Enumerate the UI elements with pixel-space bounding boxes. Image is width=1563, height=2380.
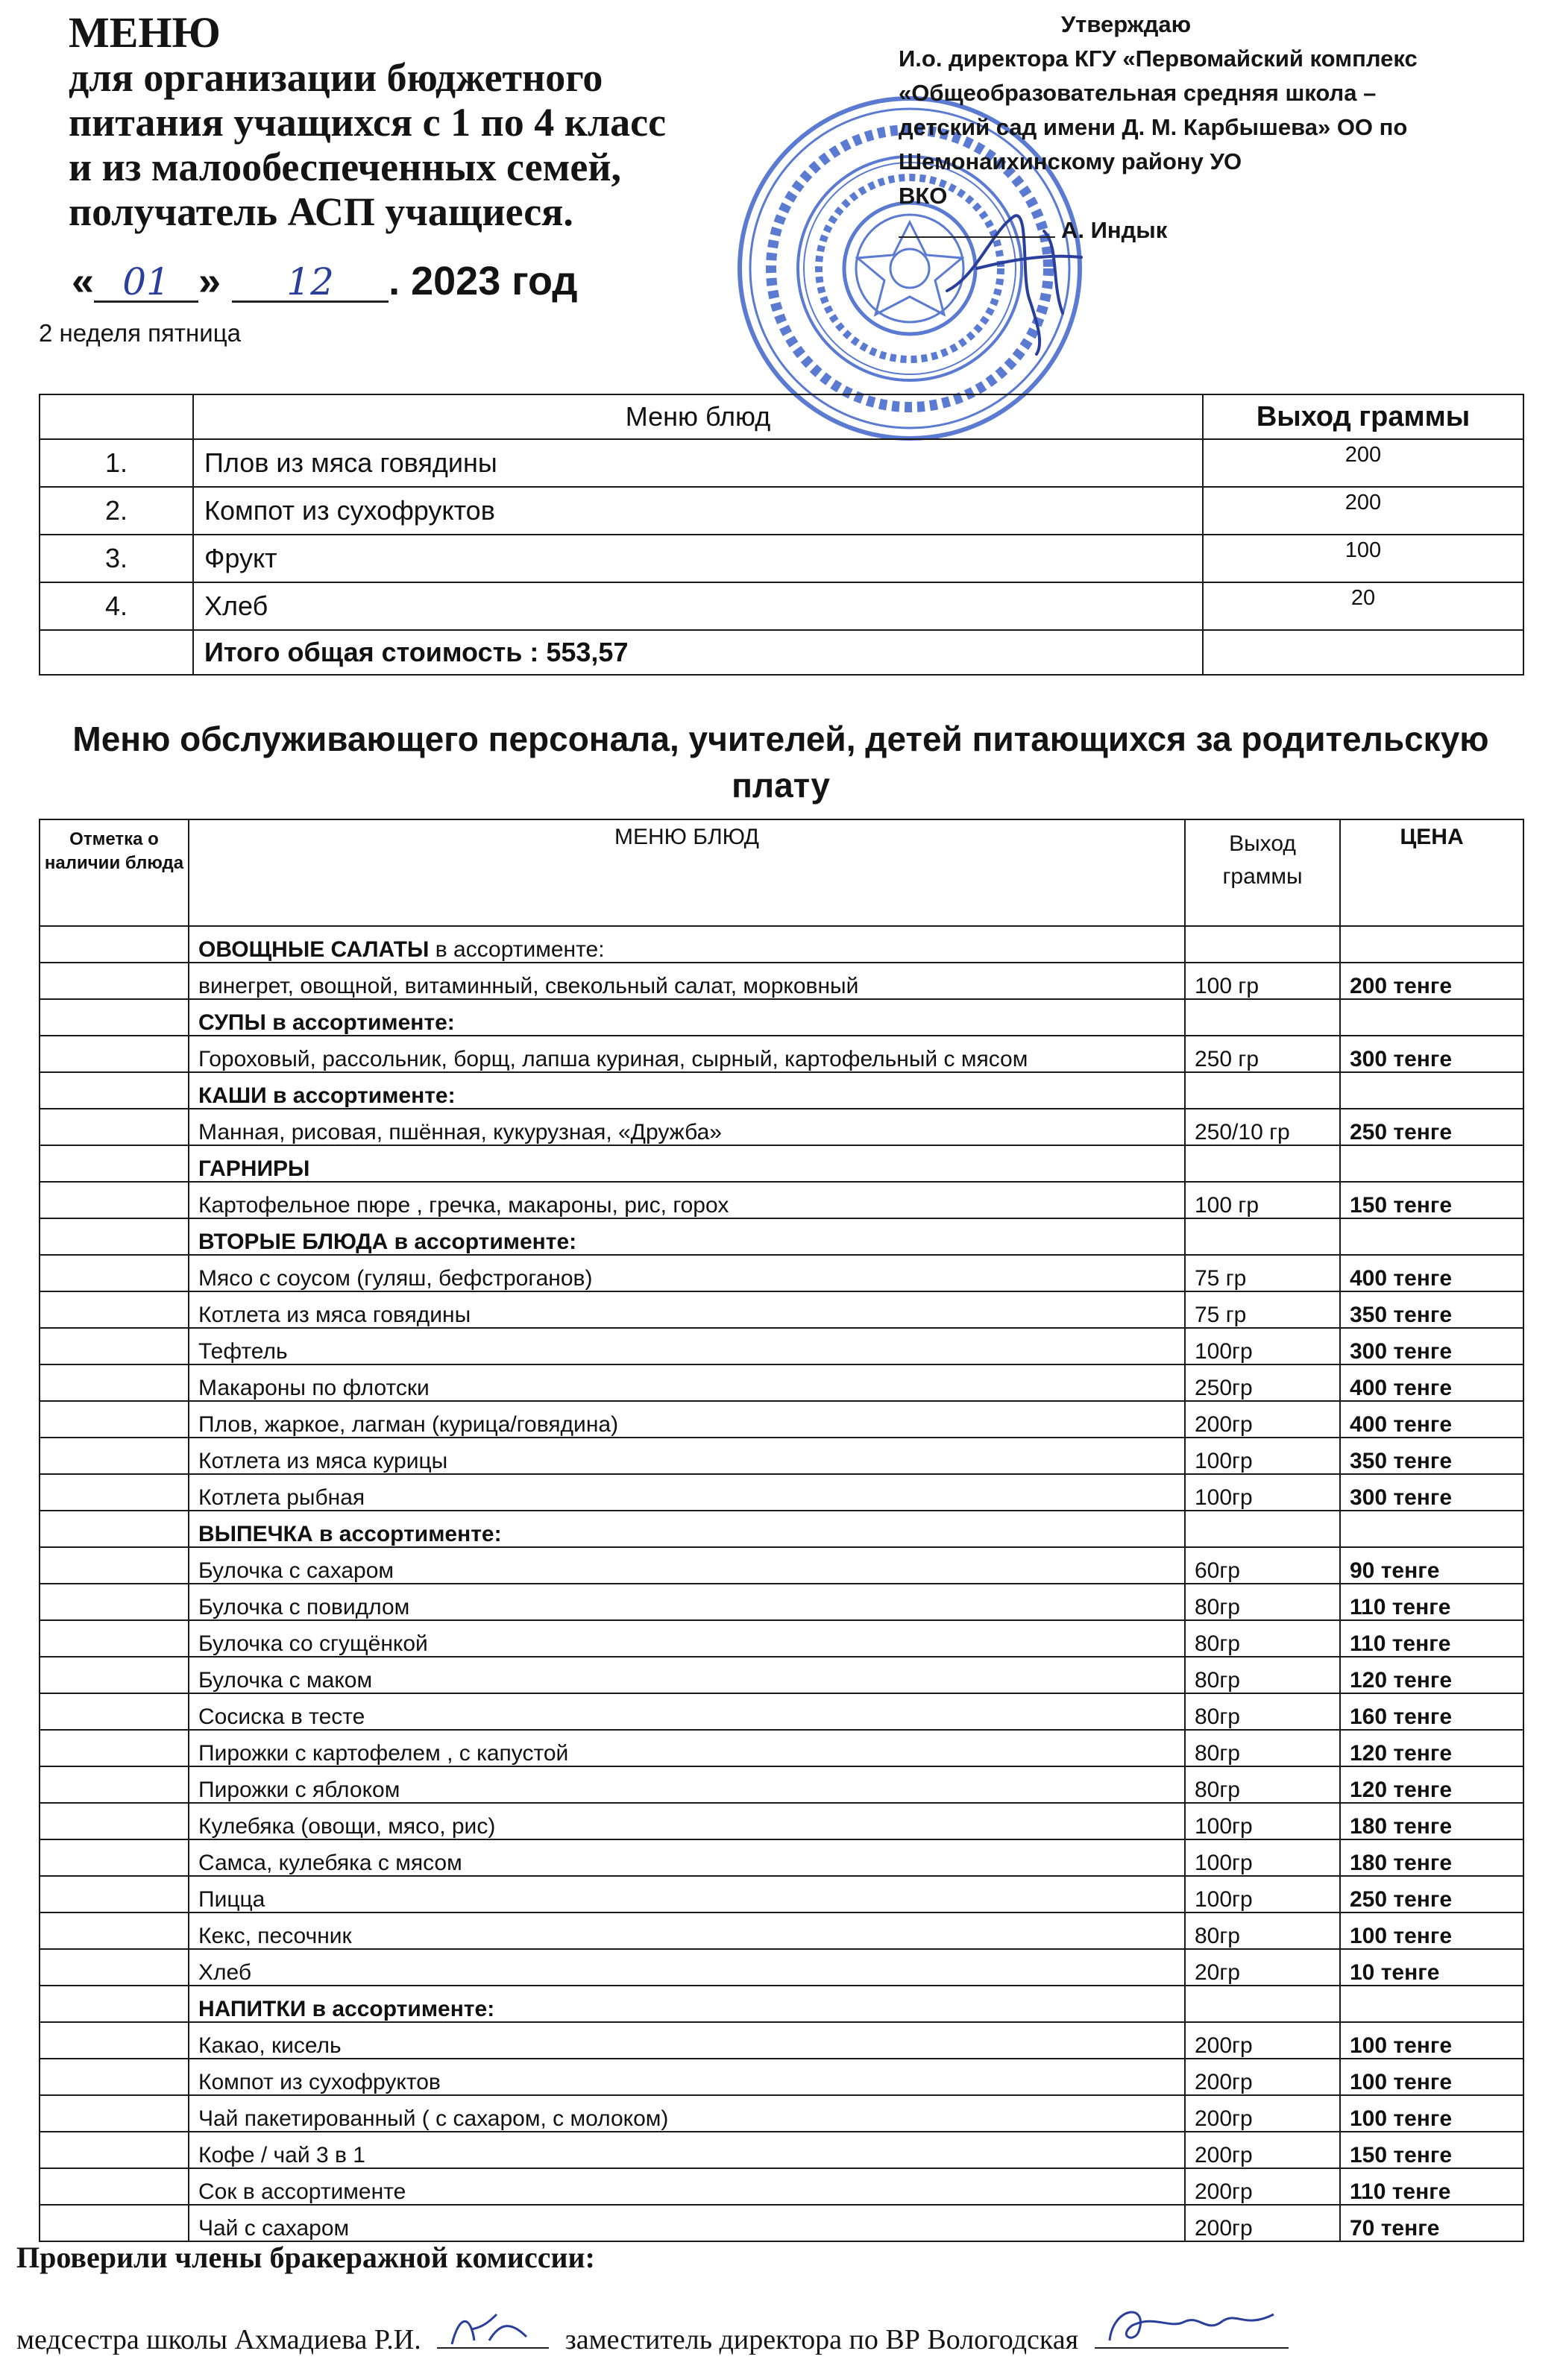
category-row xyxy=(40,1145,1523,1182)
approval-line: «Общеобразовательная средняя школа – xyxy=(899,80,1377,106)
menu-subtitle-line: и из малообеспеченных семей, xyxy=(69,145,621,189)
approval-line: И.о. директора КГУ «Первомайский комплекс xyxy=(899,45,1418,72)
category-name xyxy=(189,1511,1185,1547)
table-header-row xyxy=(40,819,1523,926)
empty-grams-cell xyxy=(1185,1986,1340,2022)
table-row xyxy=(40,582,1523,630)
dish-price: 70 тенге xyxy=(1340,2205,1523,2241)
dish-price: 350 тенге xyxy=(1340,1291,1523,1328)
empty-price-cell xyxy=(1340,1986,1523,2022)
table-row xyxy=(40,963,1523,999)
empty-price-cell xyxy=(1340,1218,1523,1255)
dish-name: Котлета из мяса говядины xyxy=(189,1291,1185,1328)
dish-price: 110 тенге xyxy=(1340,2168,1523,2205)
table-row xyxy=(40,2132,1523,2168)
dish-price: 10 тенге xyxy=(1340,1949,1523,1986)
availability-mark-cell xyxy=(40,1072,189,1109)
availability-mark-cell xyxy=(40,1511,189,1547)
availability-mark-cell xyxy=(40,2205,189,2241)
table-row xyxy=(40,439,1523,487)
table-row xyxy=(40,1584,1523,1620)
date-month: 12 xyxy=(232,263,389,303)
dish-grams: 200гр xyxy=(1185,2168,1340,2205)
dish-price: 180 тенге xyxy=(1340,1839,1523,1876)
date-line xyxy=(72,257,578,305)
dish-grams: 80гр xyxy=(1185,1730,1340,1766)
total-empty-cell xyxy=(1203,630,1523,675)
table-header-row xyxy=(40,394,1523,439)
empty-price-cell xyxy=(1340,1072,1523,1109)
menu-title-block xyxy=(69,10,770,234)
dish-name: Пирожки с яблоком xyxy=(189,1766,1185,1803)
table-row xyxy=(40,1620,1523,1657)
availability-mark-cell xyxy=(40,1657,189,1693)
dish-name: Пицца xyxy=(189,1876,1185,1912)
deputy-label: заместитель директора по ВР Вологодская xyxy=(564,2324,1079,2355)
header-grams-cell: Выход граммы xyxy=(1185,819,1340,926)
table-row xyxy=(40,1036,1523,1072)
header-price-cell: ЦЕНА xyxy=(1340,819,1523,926)
row-num: 4. xyxy=(40,582,193,630)
dish-price: 120 тенге xyxy=(1340,1657,1523,1693)
dish-name: Булочка с сахаром xyxy=(189,1547,1185,1584)
table-row xyxy=(40,1803,1523,1839)
footer-title: Проверили члены бракеражной комиссии: xyxy=(16,2241,595,2274)
dish-name: Котлета из мяса курицы xyxy=(189,1438,1185,1474)
category-row xyxy=(40,999,1523,1036)
category-label: ГАРНИРЫ xyxy=(198,1156,310,1181)
category-row xyxy=(40,926,1523,963)
empty-price-cell xyxy=(1340,1145,1523,1182)
table-row xyxy=(40,1109,1523,1145)
dish-name: Самса, кулебяка с мясом xyxy=(189,1839,1185,1876)
dish-grams: 75 гр xyxy=(1185,1255,1340,1291)
dish-price: 160 тенге xyxy=(1340,1693,1523,1730)
dish-price: 100 тенге xyxy=(1340,2095,1523,2132)
dish-grams: 80гр xyxy=(1185,1693,1340,1730)
dish-grams: 100гр xyxy=(1185,1328,1340,1364)
dish-name: Котлета рыбная xyxy=(189,1474,1185,1511)
dish-name: Чай пакетированный ( с сахаром, с молоком) xyxy=(189,2095,1185,2132)
category-label: ОВОЩНЫЕ САЛАТЫ xyxy=(198,937,430,962)
category-name xyxy=(189,1145,1185,1182)
menu-subtitle-line: для организации бюджетного xyxy=(69,55,603,100)
dish-grams: 100 гр xyxy=(1185,963,1340,999)
student-menu-table xyxy=(39,394,1524,676)
row-num: 1. xyxy=(40,439,193,487)
table-row xyxy=(40,1839,1523,1876)
dish-grams: 200гр xyxy=(1185,2132,1340,2168)
table-row xyxy=(40,1438,1523,1474)
dish-name: винегрет, овощной, витаминный, свекольный салат, морковный xyxy=(189,963,1185,999)
staff-menu-table xyxy=(39,819,1524,2242)
approval-signatory: А. Индык xyxy=(1061,217,1168,243)
date-quote-close: » xyxy=(198,259,221,303)
total-row xyxy=(40,630,1523,675)
category-row xyxy=(40,1986,1523,2022)
dish-grams: 60гр xyxy=(1185,1547,1340,1584)
availability-mark-cell xyxy=(40,1291,189,1328)
dish-grams: 100гр xyxy=(1185,1876,1340,1912)
category-name xyxy=(189,926,1185,963)
table-row xyxy=(40,1949,1523,1986)
category-name xyxy=(189,1986,1185,2022)
empty-grams-cell xyxy=(1185,999,1340,1036)
category-name xyxy=(189,999,1185,1036)
availability-mark-cell xyxy=(40,1474,189,1511)
dish-price: 300 тенге xyxy=(1340,1036,1523,1072)
dish-price: 400 тенге xyxy=(1340,1364,1523,1401)
category-label: ВТОРЫЕ БЛЮДА в ассортименте: xyxy=(198,1230,577,1254)
row-grams: 20 xyxy=(1203,582,1523,630)
dish-grams: 20гр xyxy=(1185,1949,1340,1986)
header-mark-cell: Отметка о наличии блюда xyxy=(40,819,189,926)
dish-price: 100 тенге xyxy=(1340,2022,1523,2059)
table-row xyxy=(40,2205,1523,2241)
total-empty-cell xyxy=(40,630,193,675)
header-menu-cell: МЕНЮ БЛЮД xyxy=(189,819,1185,926)
table-row xyxy=(40,1182,1523,1218)
dish-grams: 80гр xyxy=(1185,1620,1340,1657)
dish-name: Тефтель xyxy=(189,1328,1185,1364)
empty-price-cell xyxy=(1340,999,1523,1036)
availability-mark-cell xyxy=(40,1364,189,1401)
approval-label: Утверждаю xyxy=(1060,11,1192,37)
availability-mark-cell xyxy=(40,1730,189,1766)
table-row xyxy=(40,1547,1523,1584)
date-day: 01 xyxy=(94,263,198,303)
dish-grams: 80гр xyxy=(1185,1584,1340,1620)
table-row xyxy=(40,1291,1523,1328)
dish-grams: 80гр xyxy=(1185,1912,1340,1949)
availability-mark-cell xyxy=(40,1109,189,1145)
empty-grams-cell xyxy=(1185,1072,1340,1109)
dish-name: Какао, кисель xyxy=(189,2022,1185,2059)
approval-line: ВКО xyxy=(899,183,948,209)
table-row xyxy=(40,1255,1523,1291)
header-grams-cell: Выход граммы xyxy=(1203,394,1523,439)
dish-grams: 200гр xyxy=(1185,1401,1340,1438)
row-grams: 200 xyxy=(1203,439,1523,487)
dish-name: Мясо с соусом (гуляш, бефстроганов) xyxy=(189,1255,1185,1291)
dish-price: 350 тенге xyxy=(1340,1438,1523,1474)
week-day-label: 2 неделя пятница xyxy=(39,319,241,347)
dish-price: 150 тенге xyxy=(1340,1182,1523,1218)
empty-grams-cell xyxy=(1185,926,1340,963)
table-row xyxy=(40,1912,1523,1949)
availability-mark-cell xyxy=(40,1766,189,1803)
dish-name: Булочка со сгущёнкой xyxy=(189,1620,1185,1657)
availability-mark-cell xyxy=(40,1620,189,1657)
menu-title: МЕНЮ xyxy=(69,8,221,57)
table-row xyxy=(40,1474,1523,1511)
dish-price: 250 тенге xyxy=(1340,1876,1523,1912)
table-row xyxy=(40,2059,1523,2095)
category-row xyxy=(40,1218,1523,1255)
dish-grams: 80гр xyxy=(1185,1766,1340,1803)
dish-name: Чай с сахаром xyxy=(189,2205,1185,2241)
table-row xyxy=(40,2095,1523,2132)
dish-price: 120 тенге xyxy=(1340,1730,1523,1766)
dish-price: 300 тенге xyxy=(1340,1474,1523,1511)
dish-price: 300 тенге xyxy=(1340,1328,1523,1364)
dish-price: 90 тенге xyxy=(1340,1547,1523,1584)
dish-price: 100 тенге xyxy=(1340,1912,1523,1949)
availability-mark-cell xyxy=(40,2132,189,2168)
dish-price: 250 тенге xyxy=(1340,1109,1523,1145)
dish-grams: 200гр xyxy=(1185,2205,1340,2241)
dish-name: Сок в ассортименте xyxy=(189,2168,1185,2205)
category-label: КАШИ в ассортименте: xyxy=(198,1083,456,1108)
dish-name: Картофельное пюре , гречка, макароны, рис, горох xyxy=(189,1182,1185,1218)
table-row xyxy=(40,1328,1523,1364)
category-row xyxy=(40,1511,1523,1547)
menu-subtitle-line: получатель АСП учащиеся. xyxy=(69,189,573,234)
category-label: ВЫПЕЧКА в ассортименте: xyxy=(198,1522,502,1546)
availability-mark-cell xyxy=(40,1839,189,1876)
availability-mark-cell xyxy=(40,1912,189,1949)
availability-mark-cell xyxy=(40,1876,189,1912)
dish-name: Плов, жаркое, лагман (курица/говядина) xyxy=(189,1401,1185,1438)
empty-price-cell xyxy=(1340,1511,1523,1547)
table-row xyxy=(40,1730,1523,1766)
availability-mark-cell xyxy=(40,963,189,999)
dish-price: 150 тенге xyxy=(1340,2132,1523,2168)
total-cost: Итого общая стоимость : 553,57 xyxy=(193,630,1203,675)
availability-mark-cell xyxy=(40,2022,189,2059)
date-quote-open: « xyxy=(72,259,95,303)
category-name xyxy=(189,1072,1185,1109)
dish-grams: 250/10 гр xyxy=(1185,1109,1340,1145)
dish-grams: 80гр xyxy=(1185,1657,1340,1693)
dish-name: Манная, рисовая, пшённая, кукурузная, «Дружба» xyxy=(189,1109,1185,1145)
dish-grams: 200гр xyxy=(1185,2095,1340,2132)
table-row xyxy=(40,1876,1523,1912)
availability-mark-cell xyxy=(40,926,189,963)
dish-name: Хлеб xyxy=(189,1949,1185,1986)
availability-mark-cell xyxy=(40,2059,189,2095)
dish-price: 180 тенге xyxy=(1340,1803,1523,1839)
availability-mark-cell xyxy=(40,1693,189,1730)
section-title: Меню обслуживающего персонала, учителей, детей питающихся за родительскую плату xyxy=(72,720,1489,805)
availability-mark-cell xyxy=(40,1145,189,1182)
dish-name: Булочка с повидлом xyxy=(189,1584,1185,1620)
availability-mark-cell xyxy=(40,1401,189,1438)
dish-grams: 250гр xyxy=(1185,1364,1340,1401)
row-dish: Компот из сухофруктов xyxy=(193,487,1203,535)
category-label: НАПИТКИ в ассортименте: xyxy=(198,1997,495,2021)
availability-mark-cell xyxy=(40,1328,189,1364)
category-suffix: в ассортименте: xyxy=(429,937,605,962)
availability-mark-cell xyxy=(40,1438,189,1474)
availability-mark-cell xyxy=(40,999,189,1036)
empty-grams-cell xyxy=(1185,1218,1340,1255)
signature-line xyxy=(899,236,1055,238)
dish-name: Макароны по флотски xyxy=(189,1364,1185,1401)
dish-name: Гороховый, рассольник, борщ, лапша куриная, сырный, картофельный с мясом xyxy=(189,1036,1185,1072)
approval-signatory-line xyxy=(899,213,1547,248)
table-row xyxy=(40,535,1523,582)
dish-price: 110 тенге xyxy=(1340,1584,1523,1620)
row-dish: Плов из мяса говядины xyxy=(193,439,1203,487)
row-num: 3. xyxy=(40,535,193,582)
deputy-signature-icon xyxy=(1095,2317,1289,2349)
table-row xyxy=(40,1766,1523,1803)
dish-name: Кулебяка (овощи, мясо, рис) xyxy=(189,1803,1185,1839)
availability-mark-cell xyxy=(40,2095,189,2132)
footer-signatures xyxy=(16,2317,1553,2356)
dish-name: Булочка с маком xyxy=(189,1657,1185,1693)
dish-name: Пирожки с картофелем , с капустой xyxy=(189,1730,1185,1766)
dish-name: Сосиска в тесте xyxy=(189,1693,1185,1730)
dish-price: 120 тенге xyxy=(1340,1766,1523,1803)
table-row xyxy=(40,2022,1523,2059)
dish-price: 110 тенге xyxy=(1340,1620,1523,1657)
availability-mark-cell xyxy=(40,1584,189,1620)
availability-mark-cell xyxy=(40,2168,189,2205)
row-grams: 200 xyxy=(1203,487,1523,535)
table-row xyxy=(40,1364,1523,1401)
row-dish: Хлеб xyxy=(193,582,1203,630)
availability-mark-cell xyxy=(40,1218,189,1255)
availability-mark-cell xyxy=(40,1036,189,1072)
availability-mark-cell xyxy=(40,1182,189,1218)
table-row xyxy=(40,487,1523,535)
approval-block xyxy=(899,7,1547,248)
dish-grams: 250 гр xyxy=(1185,1036,1340,1072)
dish-grams: 200гр xyxy=(1185,2059,1340,2095)
menu-subtitle-line: питания учащихся с 1 по 4 класс xyxy=(69,100,667,145)
empty-grams-cell xyxy=(1185,1511,1340,1547)
nurse-signature-icon xyxy=(437,2317,549,2349)
table-row xyxy=(40,2168,1523,2205)
dish-grams: 200гр xyxy=(1185,2022,1340,2059)
dish-name: Кекс, песочник xyxy=(189,1912,1185,1949)
dish-price: 100 тенге xyxy=(1340,2059,1523,2095)
empty-grams-cell xyxy=(1185,1145,1340,1182)
category-row xyxy=(40,1072,1523,1109)
row-grams: 100 xyxy=(1203,535,1523,582)
row-num: 2. xyxy=(40,487,193,535)
dish-price: 200 тенге xyxy=(1340,963,1523,999)
category-name xyxy=(189,1218,1185,1255)
table-row xyxy=(40,1693,1523,1730)
row-dish: Фрукт xyxy=(193,535,1203,582)
dish-name: Компот из сухофруктов xyxy=(189,2059,1185,2095)
approval-line: детский сад имени Д. М. Карбышева» ОО по xyxy=(899,114,1408,140)
dish-grams: 100гр xyxy=(1185,1474,1340,1511)
empty-price-cell xyxy=(1340,926,1523,963)
category-label: СУПЫ в ассортименте: xyxy=(198,1010,455,1035)
table-row xyxy=(40,1657,1523,1693)
availability-mark-cell xyxy=(40,1986,189,2022)
header-num-cell xyxy=(40,394,193,439)
dish-price: 400 тенге xyxy=(1340,1255,1523,1291)
dish-grams: 75 гр xyxy=(1185,1291,1340,1328)
approval-line: Шемонаихинскому району УО xyxy=(899,148,1242,174)
table-row xyxy=(40,1401,1523,1438)
dish-grams: 100 гр xyxy=(1185,1182,1340,1218)
dish-grams: 100гр xyxy=(1185,1438,1340,1474)
availability-mark-cell xyxy=(40,1949,189,1986)
nurse-label: медсестра школы Ахмадиева Р.И. xyxy=(16,2324,421,2355)
header-menu-cell: Меню блюд xyxy=(193,394,1203,439)
availability-mark-cell xyxy=(40,1803,189,1839)
dish-grams: 100гр xyxy=(1185,1839,1340,1876)
dish-grams: 100гр xyxy=(1185,1803,1340,1839)
availability-mark-cell xyxy=(40,1547,189,1584)
availability-mark-cell xyxy=(40,1255,189,1291)
date-year: . 2023 год xyxy=(389,259,578,303)
dish-price: 400 тенге xyxy=(1340,1401,1523,1438)
dish-name: Кофе / чай 3 в 1 xyxy=(189,2132,1185,2168)
